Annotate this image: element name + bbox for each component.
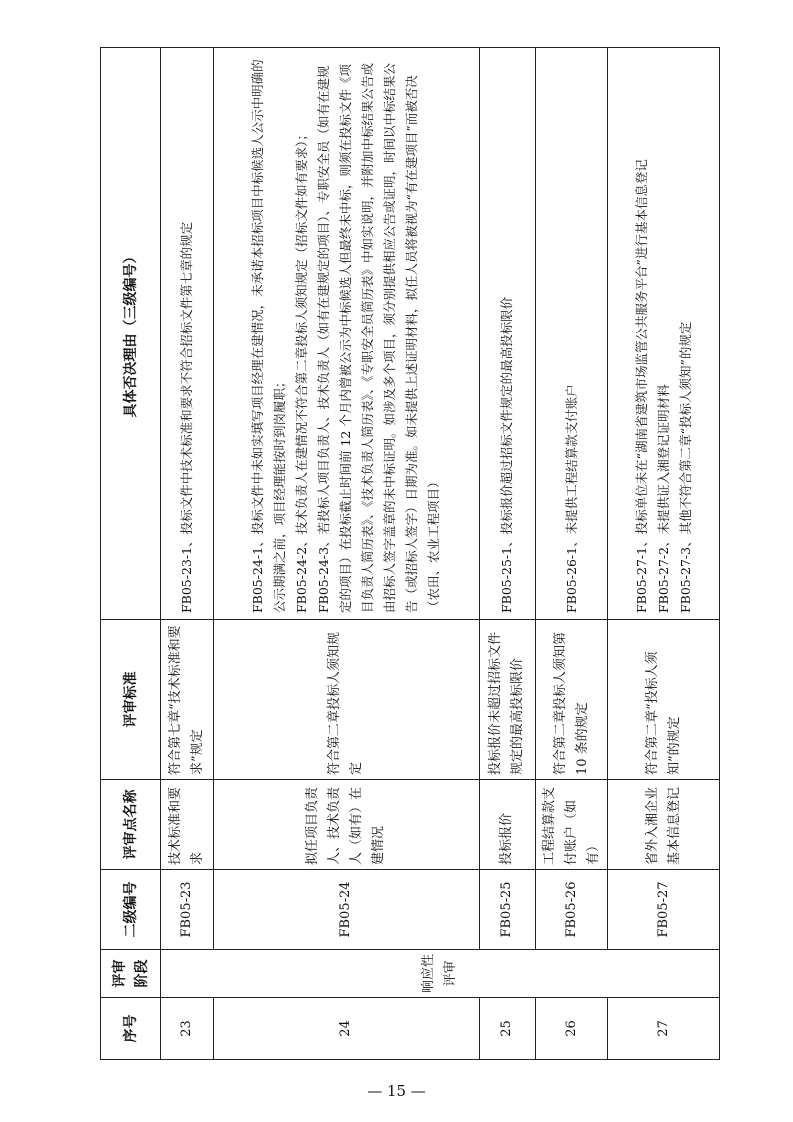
- table-row: [479, 48, 536, 1060]
- row-reasons: [608, 48, 720, 620]
- row-code: FB05-25: [479, 870, 536, 950]
- row-code: FB05-26: [536, 870, 608, 950]
- row-reasons: [161, 48, 214, 620]
- row-reasons: [536, 48, 608, 620]
- table-row: [213, 48, 479, 1060]
- header-seq: 序号: [101, 998, 161, 1060]
- table-row: [161, 48, 214, 1060]
- row-standard: 符合第二章投标人须知第 10 条的规定: [536, 620, 608, 780]
- row-code: FB05-27: [608, 870, 720, 950]
- row-seq: 25: [479, 998, 536, 1060]
- row-point: 拟任项目负责人、技术负责人（如有）在建情况: [213, 780, 479, 870]
- stage-cell: 响应性评审: [161, 950, 720, 998]
- row-seq: 26: [536, 998, 608, 1060]
- row-standard: 符合第二章投标人须知规定: [213, 620, 479, 780]
- row-reasons: [213, 48, 479, 620]
- reason-line: FB05-27-3、其他不符合第二章“投标人须知”的规定: [677, 321, 693, 613]
- header-stage: 评审阶段: [101, 950, 161, 998]
- reason-line: FB05-27-1、投标单位未在“湖南省建筑市场监管公共服务平台”进行基本信息登记: [633, 159, 649, 613]
- reason-line: FB05-24-3、若投标人项目负责人、技术负责人（如有在建规定的项目）、专职安全员（如有在建规定的项目）在投标截止时间前 12 个月内曾被公示为中标候选人但最终未中标，则须在投标文件《项目负责人简历表》、《技术负责人简历表》、《专职安全员简历表》中如实说明，并附加中标结果公告或由招标人签字盖章的未中标证明。如涉及多个项目，须分别提供相应公告或证明，时间以中标结果公告（或招标人签字）日期为准。如未提供上述证明材料，拟任人员将被视为“有在建项目”而被否决（农田、农业工程项目）: [316, 62, 442, 613]
- reason-line: FB05-27-2、未提供证入湘登记证明材料: [655, 384, 671, 613]
- row-code: FB05-23: [161, 870, 214, 950]
- row-seq: 27: [608, 998, 720, 1060]
- row-standard: 符合第七章“技术标准和要求”规定: [161, 620, 214, 780]
- row-reasons: [479, 48, 536, 620]
- reason-line: FB05-26-1、未提供工程结算款支付账户: [563, 384, 579, 613]
- row-seq: 23: [161, 998, 214, 1060]
- row-point: 技术标准和要求: [161, 780, 214, 870]
- row-standard: 符合第二章“投标人须知”的规定: [608, 620, 720, 780]
- row-seq: 24: [213, 998, 479, 1060]
- reason-line: FB05-24-1、投标文件中未如实填写项目经理在建情况，未承诺本招标项目中标候选人公示中明确的公示期满之前，项目经理能按时到岗履职；: [250, 59, 288, 613]
- table-row: [536, 48, 608, 1060]
- reason-line: FB05-24-2、技术负责人在建情况不符合第二章投标人须知规定（招标文件如有要求）；: [294, 128, 310, 613]
- row-point: 工程结算款支付账户（如有）: [536, 780, 608, 870]
- header-point: 评审点名称: [101, 780, 161, 870]
- page-number: — 15 —: [367, 1082, 426, 1100]
- reason-line: FB05-23-1、投标文件中技术标准和要求不符合招标文件第七章的规定: [178, 221, 194, 613]
- header-code: 二级编号: [101, 870, 161, 950]
- review-criteria-table: [100, 47, 720, 1060]
- row-standard: 投标报价未超过招标文件规定的最高投标限价: [479, 620, 536, 780]
- reason-line: FB05-25-1、投标报价超过招标文件规定的最高投标限价: [499, 296, 515, 613]
- rotated-table-sheet: [100, 48, 720, 1060]
- row-code: FB05-24: [213, 870, 479, 950]
- row-point: 省外入湘企业基本信息登记: [608, 780, 720, 870]
- header-reason: 具体否决理由（三级编号）: [101, 48, 161, 620]
- header-standard: 评审标准: [101, 620, 161, 780]
- table-row: [608, 48, 720, 1060]
- table-header-row: [101, 48, 161, 1060]
- row-point: 投标报价: [479, 780, 536, 870]
